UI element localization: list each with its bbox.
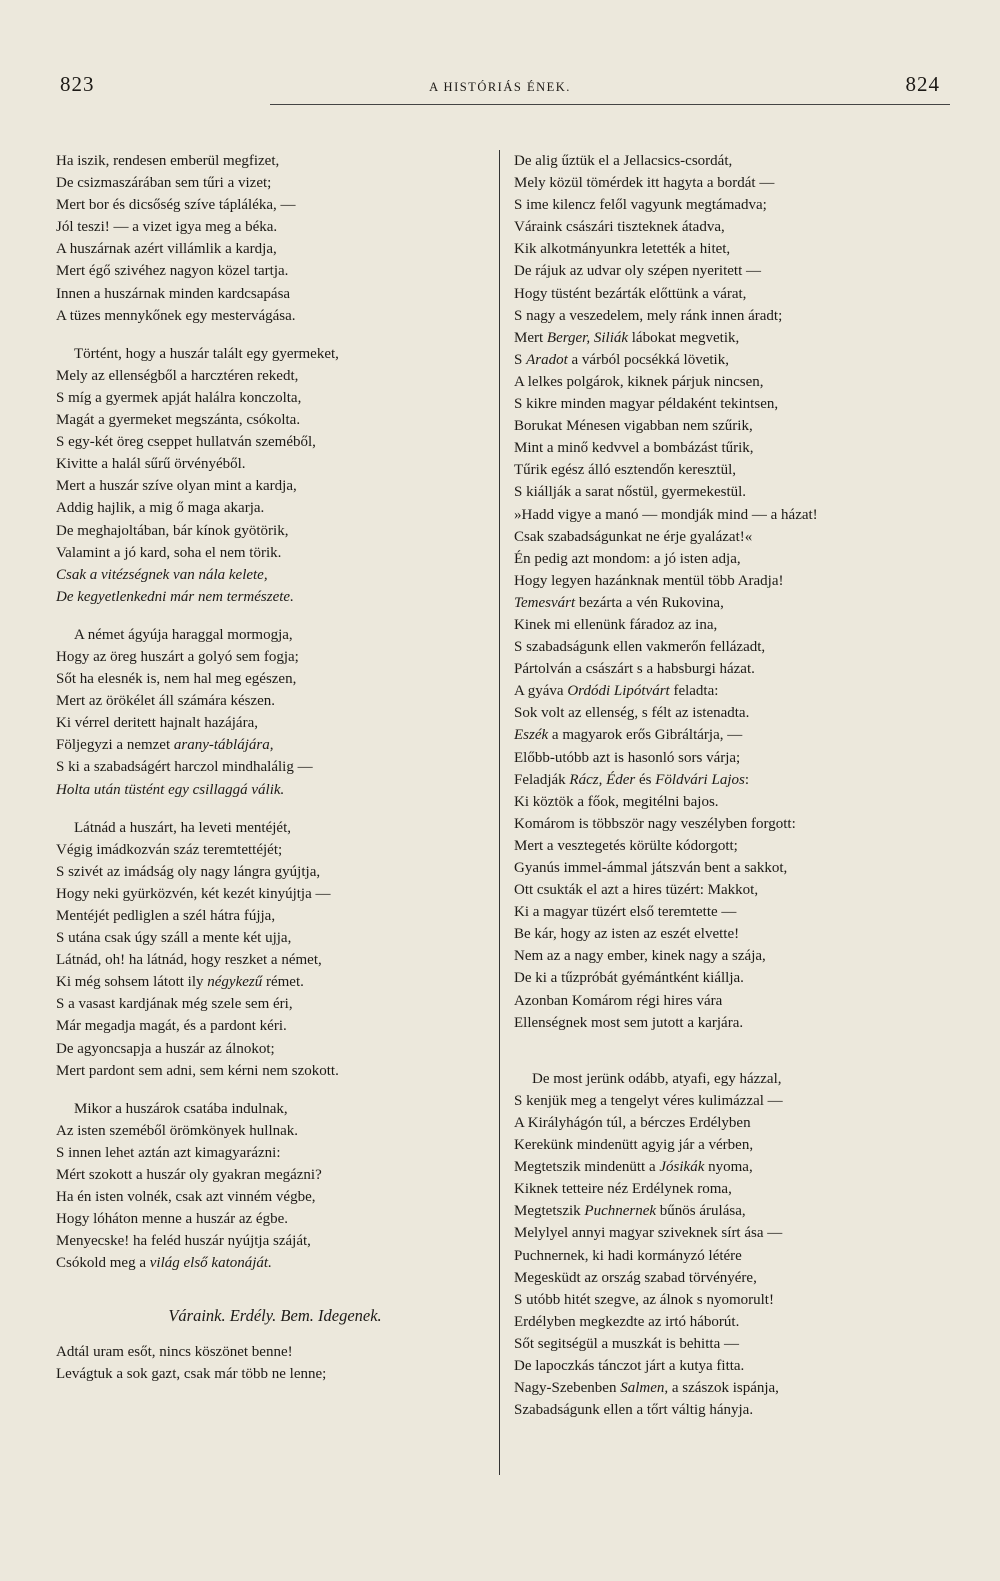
verse-line: Mert égő szivéhez nagyon közel tartja. xyxy=(56,263,289,280)
stanza xyxy=(56,343,486,608)
verse-line xyxy=(56,564,486,586)
verse-line: Mért szokott a huszár oly gyakran megázni? xyxy=(56,1167,322,1184)
verse-text: S xyxy=(514,351,527,368)
verse-line: Valamint a jó kard, soha el nem törik. xyxy=(56,544,282,561)
italic-text: Puchnernek xyxy=(584,1203,657,1220)
verse-text: Feladják xyxy=(514,771,570,788)
stanza xyxy=(56,624,486,801)
verse-line: Addig hajlik, a mig ő maga akarja. xyxy=(56,500,265,517)
italic-text: Eszék xyxy=(514,727,549,744)
verse-line xyxy=(56,971,486,993)
verse-line: Pártolván a császárt s a habsburgi házat. xyxy=(514,661,755,678)
verse-line: S szivét az imádság oly nagy lángra gyújtja, xyxy=(56,863,321,880)
italic-text: De kegyetlenkedni már nem természete. xyxy=(56,588,294,605)
verse-line: Mentéjét pedliglen a szél hátra fújja, xyxy=(56,908,276,924)
verse-line: Puchnernek, ki hadi kormányzó létére xyxy=(514,1247,742,1264)
verse-line xyxy=(514,680,954,702)
verse-text: a szászok ispánja, xyxy=(668,1380,779,1397)
verse-line xyxy=(56,586,486,608)
verse-line: Mert pardont sem adni, sem kérni nem szokott. xyxy=(56,1062,339,1079)
italic-text: Rácz, Éder xyxy=(569,771,636,788)
verse-line: Jól teszi! — a vizet igya meg a béka. xyxy=(56,219,278,236)
stanza xyxy=(56,1098,486,1275)
verse-line: Sőt segitségül a muszkát is behitta — xyxy=(514,1335,739,1352)
verse-line: Kerekünk mindenütt agyig jár a vérben, xyxy=(514,1137,754,1154)
italic-text: Holta után tüstént egy csillaggá válik. xyxy=(56,781,285,798)
verse-line xyxy=(514,724,954,746)
verse-line: S ki a szabadságért harczol mindhalálig — xyxy=(56,759,313,776)
verse-line: S utóbb hitét szegve, az álnok s nyomorult! xyxy=(514,1291,774,1308)
italic-text: Temesvárt xyxy=(514,594,576,611)
stanza xyxy=(56,817,486,1082)
verse-line: Menyecske! ha feléd huszár nyújtja száját, xyxy=(56,1233,311,1250)
verse-line: Ha én isten volnék, csak azt vinném végbe, xyxy=(56,1189,316,1206)
verse-line: Az isten szeméből örömkönyek hullnak. xyxy=(56,1122,299,1139)
verse-line: Mely közül tömérdek itt hagyta a bordát — xyxy=(514,175,775,192)
verse-text: a várból pocsékká lövetik, xyxy=(567,351,729,368)
verse-line: De rájuk az udvar oly szépen nyeritett — xyxy=(514,263,761,280)
stanza xyxy=(56,150,486,327)
column-divider xyxy=(499,150,500,1475)
verse-line: Kik alkotmányunkra letették a hitet, xyxy=(514,241,731,258)
verse-line: Már megadja magát, és a pardont kéri. xyxy=(56,1018,287,1035)
verse-text: bűnös árulása, xyxy=(656,1203,746,1220)
verse-line: A huszárnak azért villámlik a kardja, xyxy=(56,241,277,258)
verse-line: Én pedig azt mondom: a jó isten adja, xyxy=(514,550,741,567)
verse-line: Hogy tüstént bezárták előttünk a várat, xyxy=(514,285,747,302)
verse-line: Kivitte a halál sűrű örvényéből. xyxy=(56,456,246,473)
verse-line: Ha iszik, rendesen emberül megfizet, xyxy=(56,153,280,169)
page-number-left: 823 xyxy=(60,72,95,96)
verse-line xyxy=(56,779,486,801)
verse-line xyxy=(56,734,486,756)
italic-text: arany-táblájára, xyxy=(173,737,274,754)
verse-line: De meghajoltában, bár kínok gyötörik, xyxy=(56,522,289,539)
italic-text: Jósikák xyxy=(659,1159,705,1176)
verse-line: S innen lehet aztán azt kimagyarázni: xyxy=(56,1144,281,1161)
verse-line: Mert a huszár szíve olyan mint a kardja, xyxy=(56,478,297,495)
italic-text: világ első katonáját. xyxy=(149,1255,272,1272)
verse-text: feladta: xyxy=(669,683,719,700)
verse-line: S nagy a veszedelem, mely ránk innen áradt; xyxy=(514,307,783,324)
italic-text: Földvári Lajos xyxy=(655,771,745,788)
header-rule xyxy=(270,104,950,105)
verse-line: De agyoncsapja a huszár az álnokot; xyxy=(56,1040,275,1057)
verse-line: Történt, hogy a huszár talált egy gyermeket, xyxy=(74,345,339,362)
verse-text: bezárta a vén Rukovina, xyxy=(575,594,724,611)
verse-line xyxy=(514,769,954,791)
verse-line: De most jerünk odább, atyafi, egy házzal, xyxy=(532,1070,782,1087)
italic-text: négykezű xyxy=(207,974,263,991)
verse-text: nyoma, xyxy=(704,1159,753,1176)
section-heading: Váraink. Erdély. Bem. Idegenek. xyxy=(168,1305,382,1325)
verse-line xyxy=(514,1377,954,1399)
verse-text: rémet. xyxy=(262,974,304,991)
verse-line: Ellenségnek most sem jutott a karjára. xyxy=(514,1014,744,1031)
verse-text: és xyxy=(635,771,656,788)
verse-line: Be kár, hogy az isten az eszét elvette! xyxy=(514,926,740,943)
verse-text: Megtetszik xyxy=(514,1203,585,1220)
verse-line: De csizmaszárában sem tűri a vizet; xyxy=(56,175,272,192)
stanza xyxy=(514,150,954,1034)
verse-line: Azonban Komárom régi hires vára xyxy=(514,992,723,1009)
stanza xyxy=(56,1341,486,1385)
italic-text: Ordódi Lipótvárt xyxy=(567,683,670,700)
left-column xyxy=(56,150,486,1385)
verse-line: Hogy legyen hazánknak mentül több Aradja! xyxy=(514,572,784,589)
verse-line: Hogy az öreg huszárt a golyó sem fogja; xyxy=(56,648,299,665)
verse-line: Adtál uram esőt, nincs köszönet benne! xyxy=(56,1343,293,1360)
verse-line: Ki vérrel deritett hajnalt hazájára, xyxy=(56,715,258,732)
verse-line: A tüzes mennykőnek egy mestervágása. xyxy=(56,307,296,324)
verse-line: Váraink császári tiszteknek átadva, xyxy=(514,219,725,236)
verse-line: Mely az ellenségből a harcztéren rekedt, xyxy=(56,367,299,384)
verse-line: S ime kilencz felől vagyunk megtámadva; xyxy=(514,197,767,214)
verse-line: Mert az örökélet áll számára készen. xyxy=(56,693,276,710)
running-title: A HISTÓRIÁS ÉNEK. xyxy=(429,80,571,94)
verse-line: A lelkes polgárok, kiknek párjuk nincsen, xyxy=(514,373,764,390)
verse-line: Nem az a nagy ember, kinek nagy a szája, xyxy=(514,948,766,965)
verse-line: A Királyhágón túl, a bérczes Erdélyben xyxy=(514,1114,751,1131)
verse-text: Ki még sohsem látott ily xyxy=(56,974,208,991)
verse-line: Gyanús immel-ámmal játszván bent a sakkot, xyxy=(514,860,788,876)
verse-line: S kiállják a sarat nőstül, gyermekestül. xyxy=(514,484,747,501)
verse-line xyxy=(514,327,954,349)
italic-text: Salmen, xyxy=(620,1380,669,1397)
verse-line: Ki köztök a főok, megitélni bajos. xyxy=(514,793,719,810)
right-column xyxy=(514,150,954,1421)
verse-line: Látnád, oh! ha látnád, hogy reszket a német, xyxy=(56,952,322,969)
verse-line: De alig űztük el a Jellacsics-csordát, xyxy=(514,153,733,169)
verse-line: A német ágyúja haraggal mormogja, xyxy=(74,626,293,643)
verse-line: Látnád a huszárt, ha leveti mentéjét, xyxy=(74,819,291,836)
verse-line xyxy=(56,1252,486,1274)
verse-line: S utána csak úgy száll a mente két ujja, xyxy=(56,930,292,947)
verse-text: Följegyzi a nemzet xyxy=(56,737,174,754)
verse-line: S egy-két öreg cseppet hullatván szeméből, xyxy=(56,434,316,451)
page-header xyxy=(0,72,1000,102)
verse-line xyxy=(514,592,954,614)
verse-line: S kikre minden magyar példaként tekintsen, xyxy=(514,396,779,413)
verse-text: : xyxy=(744,771,749,788)
verse-text: lábokat megvetik, xyxy=(628,329,740,346)
verse-line xyxy=(514,1156,954,1178)
verse-line: Magát a gyermeket megszánta, csókolta. xyxy=(56,412,301,429)
page-number-right: 824 xyxy=(905,72,940,96)
verse-line: Mint a minő kedvvel a bombázást tűrik, xyxy=(514,440,754,457)
verse-line: Melylyel annyi magyar sziveknek sírt ása — xyxy=(514,1225,783,1242)
verse-line xyxy=(514,349,954,371)
verse-line: Mert a vesztegetés körülte kódorgott; xyxy=(514,837,738,854)
verse-line: »Hadd vigye a manó — mondják mind — a házat! xyxy=(514,506,818,523)
stanza xyxy=(514,1068,954,1422)
verse-line: Ott csukták el azt a hires tüzért: Makkot, xyxy=(514,882,759,899)
italic-text: Berger, Siliák xyxy=(546,329,629,346)
verse-text: Mert xyxy=(514,329,547,346)
italic-text: Csak a vitézségnek van nála kelete, xyxy=(56,566,268,583)
verse-line: Csak szabadságunkat ne érje gyalázat!« xyxy=(514,528,753,545)
verse-line: Végig imádkozván száz teremtettéjét; xyxy=(56,841,283,858)
italic-text: Aradot xyxy=(526,351,568,368)
verse-line: Sőt ha elesnék is, nem hal meg egészen, xyxy=(56,671,297,688)
verse-line: Erdélyben megkezdte az irtó háborút. xyxy=(514,1313,740,1330)
verse-line: S míg a gyermek apját halálra konczolta, xyxy=(56,389,302,406)
verse-line: Tűrik egész álló esztendőn keresztül, xyxy=(514,462,736,479)
verse-line: Levágtuk a sok gazt, csak már több ne lenne; xyxy=(56,1365,327,1382)
verse-line: Komárom is többször nagy veszélyben forgott: xyxy=(514,815,796,832)
verse-line: De lapoczkás tánczot járt a kutya fitta. xyxy=(514,1357,745,1374)
verse-line: Ki a magyar tüzért első teremtette — xyxy=(514,904,737,921)
verse-line: Előbb-utóbb azt is hasonló sors várja; xyxy=(514,749,741,766)
verse-line: S kenjük meg a tengelyt véres kulimázzal — xyxy=(514,1092,783,1109)
verse-line: Hogy neki gyürközvén, két kezét kinyújtja — xyxy=(56,885,331,902)
verse-line: Szabadságunk ellen a tőrt váltig hányja. xyxy=(514,1402,754,1419)
verse-text: Megtetszik mindenütt a xyxy=(514,1159,660,1176)
verse-line: S szabadságunk ellen vakmerőn fellázadt, xyxy=(514,639,766,656)
verse-line xyxy=(514,1200,954,1222)
verse-line: S a vasast kardjának még szele sem éri, xyxy=(56,996,293,1013)
verse-text: Csókold meg a xyxy=(56,1255,150,1272)
verse-line: Hogy lóháton menne a huszár az égbe. xyxy=(56,1211,288,1228)
verse-text: Nagy-Szebenben xyxy=(514,1380,621,1397)
verse-line: Sok volt az ellenség, s félt az istenadta. xyxy=(514,705,750,722)
verse-line: Kiknek tetteire néz Erdélynek roma, xyxy=(514,1181,732,1198)
verse-text: A gyáva xyxy=(514,683,568,700)
verse-line: Mikor a huszárok csatába indulnak, xyxy=(74,1100,288,1117)
verse-text: a magyarok erős Gibráltárja, — xyxy=(548,727,743,744)
verse-line: Mert bor és dicsőség szíve tápláléka, — xyxy=(56,197,296,214)
verse-line: Borukat Ménesen vigabban nem szűrik, xyxy=(514,418,753,435)
verse-line: Megesküdt az ország szabad törvényére, xyxy=(514,1269,757,1286)
verse-line: De ki a tűzpróbát gyémántként kiállja. xyxy=(514,970,744,987)
verse-line: Innen a huszárnak minden kardcsapása xyxy=(56,285,291,302)
verse-line: Kinek mi ellenünk fáradoz az ina, xyxy=(514,616,718,633)
